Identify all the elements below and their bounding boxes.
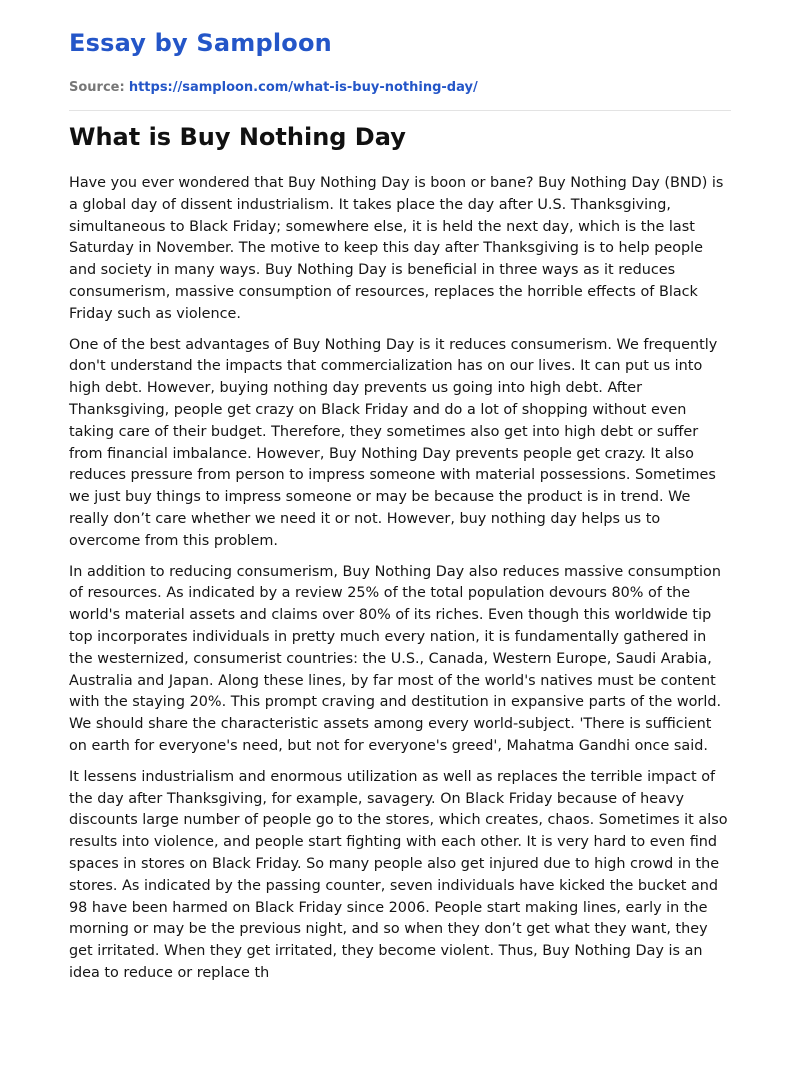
source-line bbox=[69, 80, 478, 95]
essay-paragraph: In addition to reducing consumerism, Buy Nothing Day also reduces massive consumption of resources. As indicated by a review 25% of the total population devours 80% of the world's material assets and claims over 80% of its riches. Even though this worldwide tip top incorporates individuals in pretty much every nation, it is fundamentally gathered in the westernized, consumerist countries: the U.S., Canada, Western Europe, Saudi Arabia, Australia and Japan. Along these lines, by far most of the world's natives must be content with the staying 20%. This prompt craving and destitution in expansive parts of the world. We should share the characteristic assets among every world-subject. 'There is sufficient on earth for everyone's need, but not for everyone's greed', Mahatma Gandhi once said. bbox=[69, 563, 722, 754]
essay-title: What is Buy Nothing Day bbox=[69, 123, 406, 151]
essay-body bbox=[69, 173, 731, 994]
essay-paragraph: Have you ever wondered that Buy Nothing Day is boon or bane? Buy Nothing Day (BND) is a global day of dissent industrialism. It takes place the day after U.S. Thanksgiving, simultaneous to Black Friday; somewhere else, it is held the next day, which is the last Saturday in November. The motive to keep this day after Thanksgiving is to help people and society in many ways. Buy Nothing Day is beneficial in three ways as it reduces consumerism, massive consumption of resources, replaces the horrible effects of Black Friday such as violence. bbox=[69, 175, 724, 322]
source-link[interactable]: https://samploon.com/what-is-buy-nothing-day/ bbox=[128, 80, 478, 95]
header-divider bbox=[69, 110, 731, 111]
essay-paragraph: One of the best advantages of Buy Nothing Day is it reduces consumerism. We frequently don't understand the impacts that commercialization has on our lives. It can put us into high debt. However, buying nothing day prevents us going into high debt. After Thanksgiving, people get crazy on Black Friday and do a lot of shopping without even taking care of their budget. Therefore, they sometimes also get into high debt or suffer from financial imbalance. However, Buy Nothing Day prevents people get crazy. It also reduces pressure from person to impress someone with material possessions. Sometimes we just buy things to impress someone or may be because the product is in trend. We really don’t care whether we need it or not. However, buy nothing day helps us to overcome from this problem. bbox=[69, 336, 718, 549]
source-label: Source: bbox=[69, 80, 125, 95]
essay-paragraph: It lessens industrialism and enormous utilization as well as replaces the terrible impact of the day after Thanksgiving, for example, savagery. On Black Friday because of heavy discounts large number of people go to the stores, which creates, chaos. Sometimes it also results into violence, and people start fighting with each other. It is very hard to even find spaces in stores on Black Friday. So many people also get injured due to high crowd in the stores. As indicated by the passing counter, seven individuals have kicked the bucket and 98 have been harmed on Black Friday since 2006. People start making lines, early in the morning or may be the previous night, and so when they don’t get what they want, they get irritated. When they get irritated, they become violent. Thus, Buy Nothing Day is an idea to reduce or replace th bbox=[69, 768, 728, 981]
site-brand[interactable]: Essay by Samploon bbox=[69, 29, 332, 57]
